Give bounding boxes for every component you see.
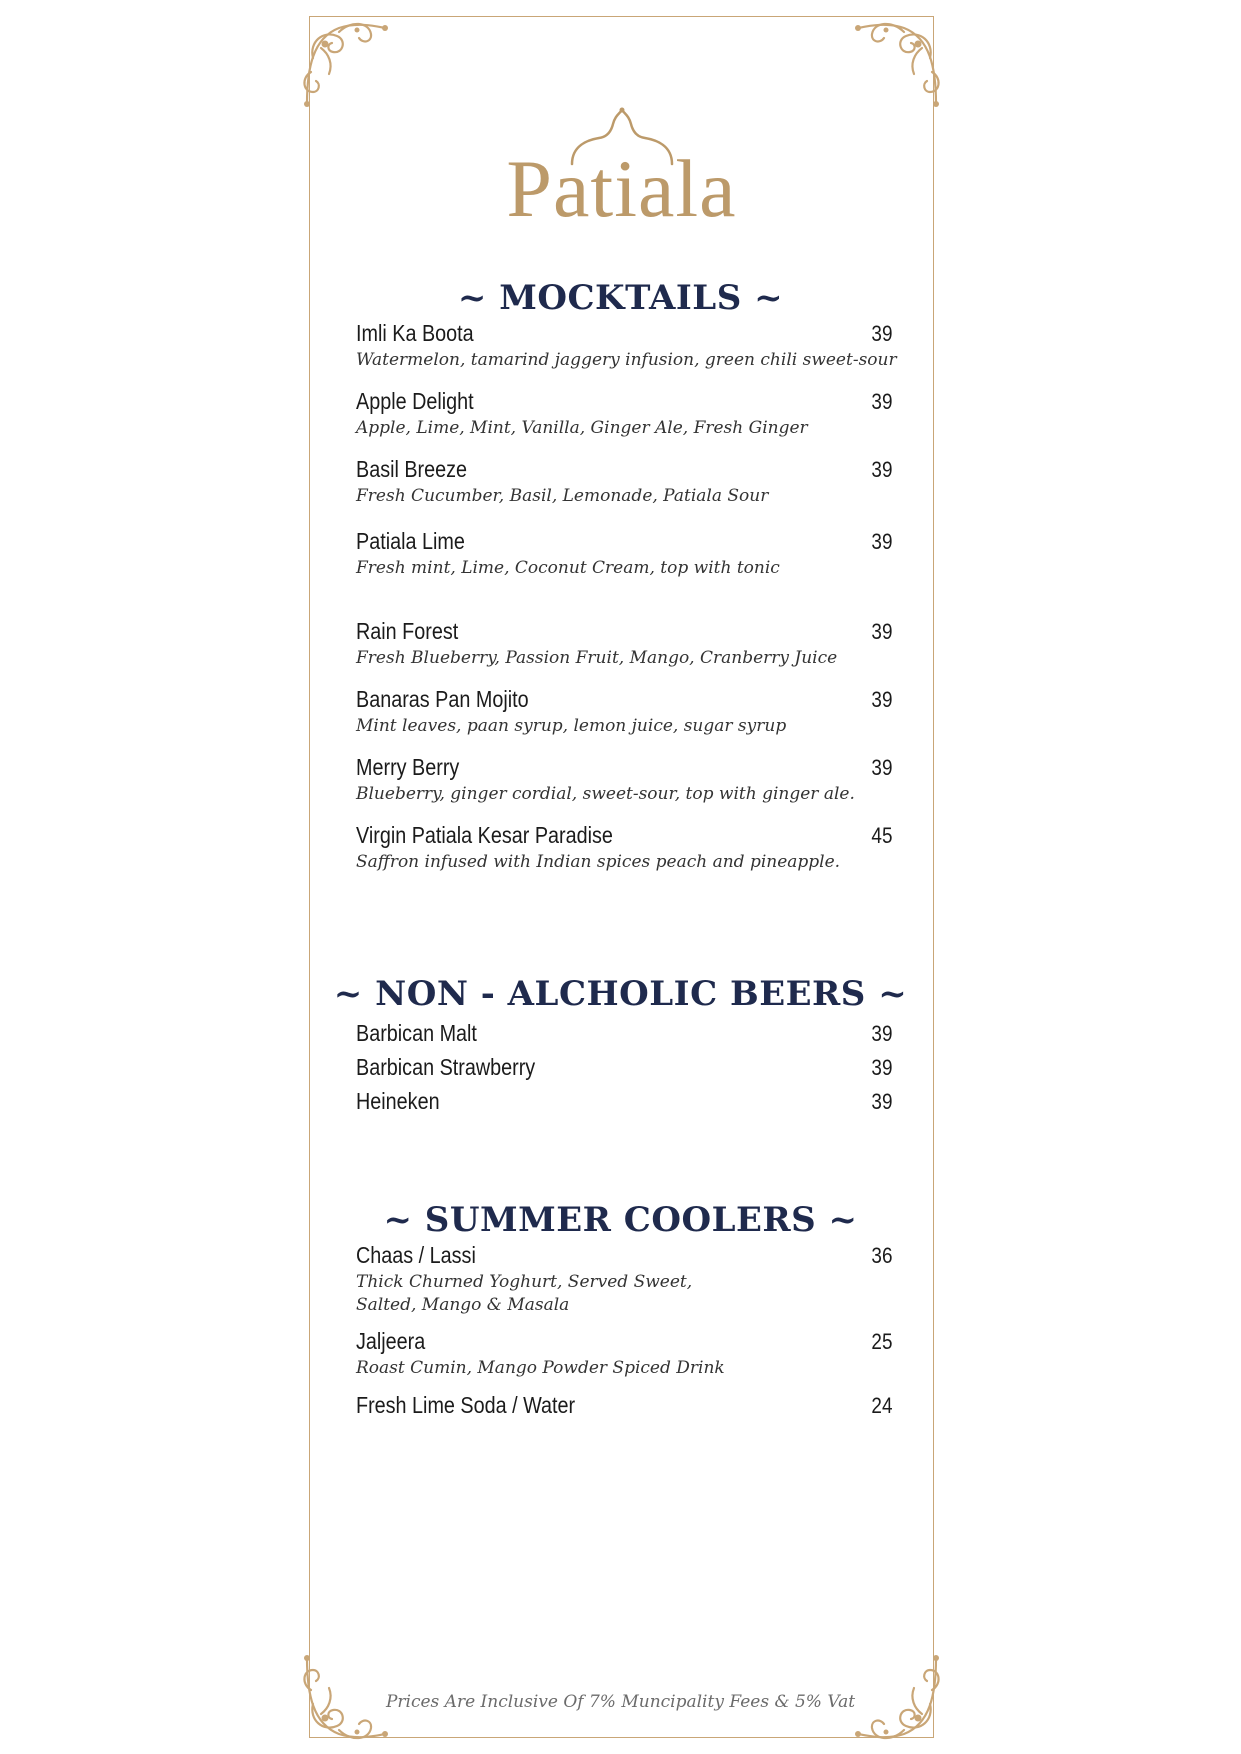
item-description: Thick Churned Yoghurt, Served Sweet, — [356, 1272, 693, 1292]
menu-item — [356, 1020, 892, 1047]
menu-item — [356, 1088, 892, 1115]
menu-item — [356, 320, 897, 372]
item-description: Roast Cumin, Mango Powder Spiced Drink — [356, 1358, 725, 1378]
item-name: Basil Breeze — [356, 456, 468, 482]
menu-item — [356, 1392, 892, 1419]
item-name: Imli Ka Boota — [356, 320, 474, 346]
item-price: 39 — [870, 389, 892, 414]
item-name: Jaljeera — [356, 1328, 426, 1354]
item-name: Merry Berry — [356, 754, 460, 780]
menu-item — [356, 528, 892, 580]
frame-border — [309, 16, 934, 1738]
item-description: Fresh Blueberry, Passion Fruit, Mango, Cranberry Juice — [356, 648, 838, 668]
item-price: 24 — [870, 1393, 892, 1418]
item-price: 39 — [870, 755, 892, 780]
item-price: 39 — [870, 1021, 892, 1046]
brand-name: Patiala — [506, 143, 737, 234]
item-price: 39 — [870, 1055, 892, 1080]
item-description: Fresh mint, Lime, Coconut Cream, top with tonic — [356, 558, 780, 578]
brand-logo — [309, 106, 934, 234]
section-title-mocktails: ~ MOCKTAILS ~ — [457, 278, 784, 318]
item-name: Virgin Patiala Kesar Paradise — [356, 822, 613, 848]
item-description: Fresh Cucumber, Basil, Lemonade, Patiala Sour — [356, 486, 769, 506]
item-name: Barbican Strawberry — [356, 1054, 536, 1080]
item-price: 39 — [870, 529, 892, 554]
item-name: Patiala Lime — [356, 528, 465, 554]
item-description: Watermelon, tamarind jaggery infusion, green chili sweet-sour — [356, 350, 897, 370]
menu-item — [356, 456, 892, 508]
item-price: 45 — [870, 823, 892, 848]
item-description: Saffron infused with Indian spices peach and pineapple. — [356, 852, 841, 872]
menu-item — [356, 686, 892, 738]
section-title-beers: ~ NON - ALCHOLIC BEERS ~ — [333, 974, 908, 1014]
footer-note: Prices Are Inclusive Of 7% Muncipality Fees & 5% Vat — [385, 1692, 856, 1712]
section-title-coolers: ~ SUMMER COOLERS ~ — [383, 1200, 858, 1240]
item-price: 39 — [870, 687, 892, 712]
menu-item — [356, 822, 892, 874]
item-name: Heineken — [356, 1088, 440, 1114]
item-name: Chaas / Lassi — [356, 1242, 476, 1268]
item-name: Barbican Malt — [356, 1020, 477, 1046]
corner-ornament-icon — [852, 18, 944, 110]
item-description: Apple, Lime, Mint, Vanilla, Ginger Ale, Fresh Ginger — [356, 418, 808, 438]
item-price: 36 — [870, 1243, 892, 1268]
menu-item — [356, 1328, 892, 1380]
item-price: 39 — [870, 619, 892, 644]
menu-item — [356, 388, 892, 440]
item-name: Banaras Pan Mojito — [356, 686, 529, 712]
item-price: 39 — [870, 457, 892, 482]
item-name: Fresh Lime Soda / Water — [356, 1392, 576, 1418]
item-description: Blueberry, ginger cordial, sweet-sour, top with ginger ale. — [356, 784, 855, 804]
menu-item — [356, 618, 892, 670]
item-description: Salted, Mango & Masala — [356, 1295, 570, 1315]
menu-frame — [309, 16, 934, 1738]
corner-ornament-icon — [299, 18, 391, 110]
item-price: 39 — [870, 1089, 892, 1114]
item-price: 25 — [870, 1329, 892, 1354]
menu-item — [356, 1054, 892, 1081]
menu-item — [356, 1242, 892, 1317]
item-description: Mint leaves, paan syrup, lemon juice, sugar syrup — [356, 716, 787, 736]
item-name: Apple Delight — [356, 388, 474, 414]
item-price: 39 — [870, 321, 892, 346]
item-name: Rain Forest — [356, 618, 459, 644]
menu-item — [356, 754, 892, 806]
